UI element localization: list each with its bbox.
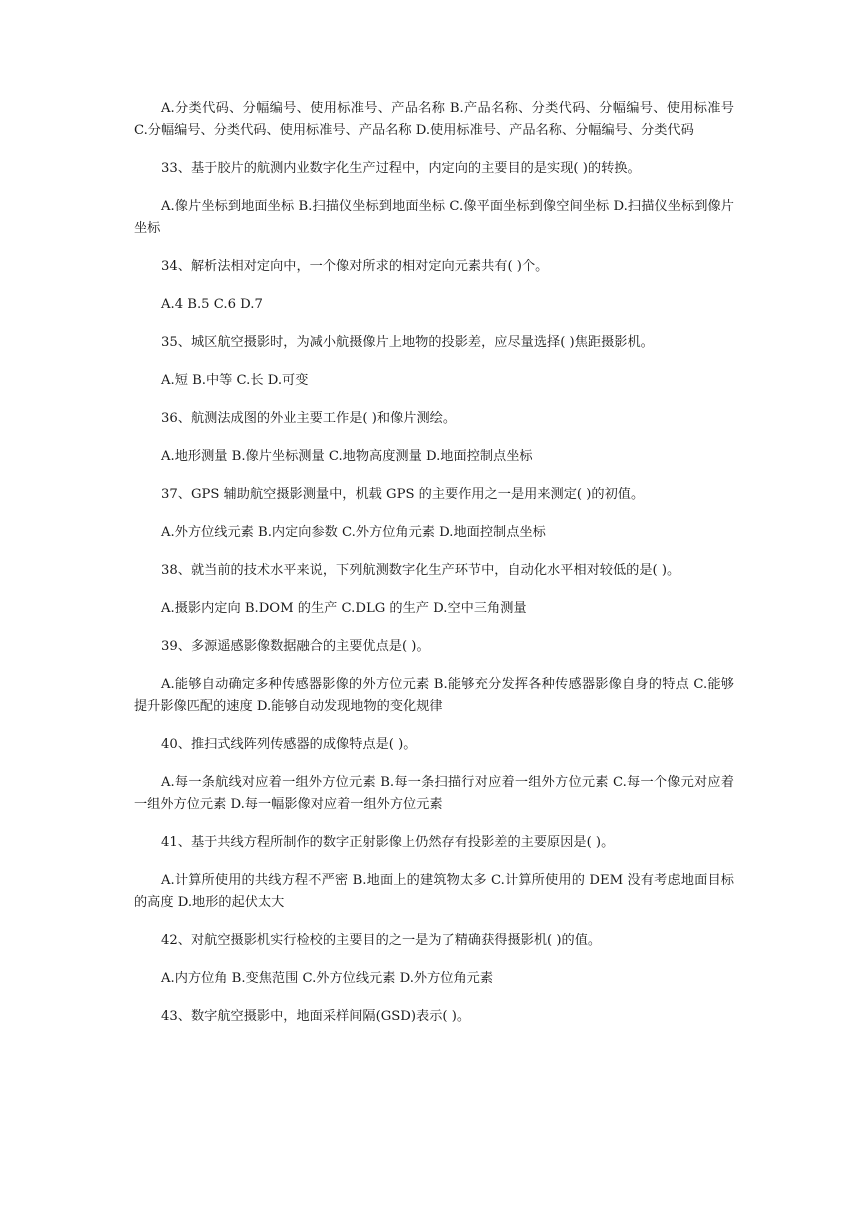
answer-options-36: A.地形测量 B.像片坐标测量 C.地物高度测量 D.地面控制点坐标 — [161, 449, 533, 464]
question-34: 34、解析法相对定向中，一个像对所求的相对定向元素共有( )个。 — [161, 259, 549, 274]
answer-options-35: A.短 B.中等 C.长 D.可变 — [161, 373, 309, 388]
question-35: 35、城区航空摄影时，为减小航摄像片上地物的投影差，应尽量选择( )焦距摄影机。 — [161, 335, 654, 350]
question-39: 39、多源遥感影像数据融合的主要优点是( )。 — [161, 639, 430, 654]
question-36: 36、航测法成图的外业主要工作是( )和像片测绘。 — [161, 411, 457, 426]
answer-options-39: A.能够自动确定多种传感器影像的外方位元素 B.能够充分发挥各种传感器影像自身的特点 C.能够提升影像匹配的速度 D.能够自动发现地物的变化规律 — [134, 677, 734, 714]
question-38: 38、就当前的技术水平来说，下列航测数字化生产环节中，自动化水平相对较低的是( )。 — [161, 563, 681, 578]
question-37: 37、GPS 辅助航空摄影测量中，机载 GPS 的主要作用之一是用来测定( )的初值。 — [161, 487, 645, 502]
answer-options-37: A.外方位线元素 B.内定向参数 C.外方位角元素 D.地面控制点坐标 — [161, 525, 546, 540]
answer-options-38: A.摄影内定向 B.DOM 的生产 C.DLG 的生产 D.空中三角测量 — [161, 601, 527, 616]
question-43: 43、数字航空摄影中，地面采样间隔(GSD)表示( )。 — [161, 1009, 471, 1024]
answer-options-33: A.像片坐标到地面坐标 B.扫描仪坐标到地面坐标 C.像平面坐标到像空间坐标 D.扫描仪坐标到像片坐标 — [134, 199, 734, 236]
question-33: 33、基于胶片的航测内业数字化生产过程中，内定向的主要目的是实现( )的转换。 — [161, 161, 641, 176]
question-42: 42、对航空摄影机实行检校的主要目的之一是为了精确获得摄影机( )的值。 — [161, 933, 602, 948]
answer-options-42: A.内方位角 B.变焦范围 C.外方位线元素 D.外方位角元素 — [161, 971, 494, 986]
answer-options-34: A.4 B.5 C.6 D.7 — [161, 297, 263, 312]
question-40: 40、推扫式线阵列传感器的成像特点是( )。 — [161, 737, 417, 752]
answer-options-40: A.每一条航线对应着一组外方位元素 B.每一条扫描行对应着一组外方位元素 C.每一个像元对应着一组外方位元素 D.每一幅影像对应着一组外方位元素 — [134, 775, 734, 812]
question-41: 41、基于共线方程所制作的数字正射影像上仍然存有投影差的主要原因是( )。 — [161, 835, 615, 850]
answer-options-32: A.分类代码、分幅编号、使用标准号、产品名称 B.产品名称、分类代码、分幅编号、使用标准号 C.分幅编号、分类代码、使用标准号、产品名称 D.使用标准号、产品名称、分幅编号、分类代码 — [134, 101, 734, 138]
document-page — [134, 98, 734, 1028]
answer-options-41: A.计算所使用的共线方程不严密 B.地面上的建筑物太多 C.计算所使用的 DEM 没有考虑地面目标的高度 D.地形的起伏太大 — [134, 873, 734, 910]
